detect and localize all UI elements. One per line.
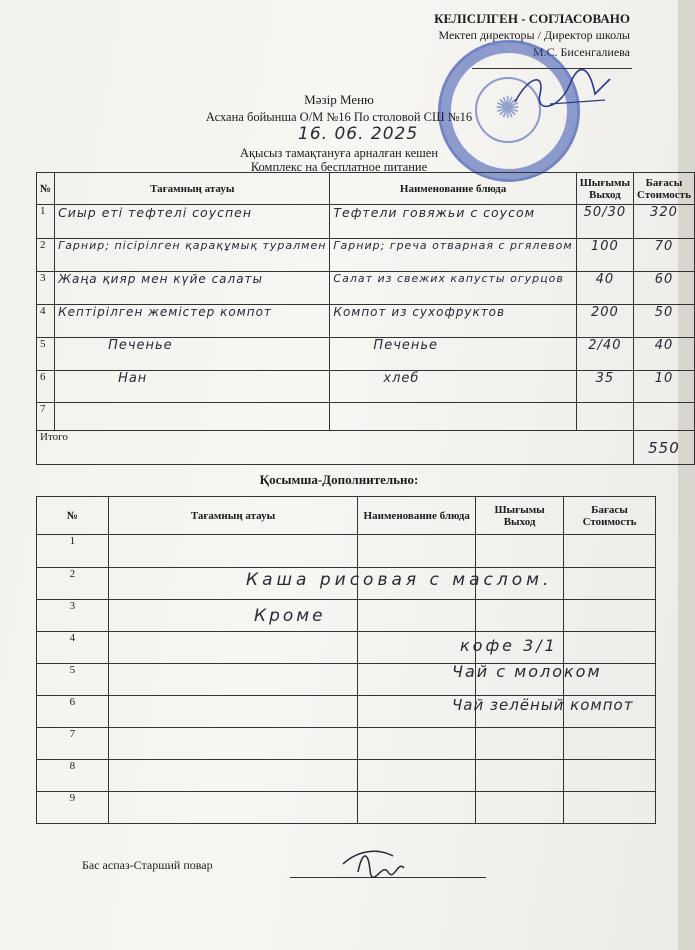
total-value bbox=[634, 431, 695, 465]
table-row bbox=[37, 728, 656, 760]
handwritten-note: Каша рисовая с маслом. bbox=[246, 570, 553, 590]
dish-name-ru-text: Компот из сухофруктов bbox=[333, 305, 506, 319]
dish-name-ru-text: Печенье bbox=[373, 338, 439, 353]
dish-name-kz-text: Печенье bbox=[108, 338, 173, 353]
table-row bbox=[37, 272, 695, 305]
dish-name-kz bbox=[55, 239, 330, 272]
dish-price bbox=[634, 239, 695, 272]
menu-title: Мәзір Меню bbox=[304, 92, 374, 107]
dish-name-kz-text: Нан bbox=[118, 371, 148, 386]
table-row bbox=[37, 403, 695, 431]
menu-date: 16. 06. 2025 bbox=[298, 124, 419, 144]
dish-output-text: 40 bbox=[595, 272, 615, 287]
approval-title: КЕЛІСІЛГЕН - СОГЛАСОВАНО bbox=[434, 11, 630, 26]
additional-table-header-row bbox=[37, 497, 656, 535]
handwritten-note: кофе 3/1 bbox=[460, 636, 558, 655]
dish-name-ru bbox=[330, 205, 576, 239]
dish-output-text: 2/40 bbox=[588, 338, 622, 353]
approval-name: М.С. Бисенгалиева bbox=[532, 45, 630, 59]
col-name-kz-header: Тағамның атауы bbox=[108, 497, 357, 535]
row-num: 1 bbox=[37, 205, 55, 239]
table-row bbox=[37, 371, 695, 403]
cell bbox=[564, 728, 656, 760]
dish-name-ru bbox=[330, 371, 576, 403]
chef-signature bbox=[338, 842, 408, 882]
dish-price-text: 320 bbox=[650, 205, 678, 220]
cell bbox=[108, 535, 357, 568]
cell bbox=[564, 535, 656, 568]
dish-price-text: 70 bbox=[654, 239, 674, 254]
total-label-text: Итого bbox=[40, 431, 68, 443]
row-num: 6 bbox=[37, 696, 109, 728]
cell bbox=[358, 792, 476, 824]
row-num: 4 bbox=[37, 305, 55, 338]
dish-output bbox=[576, 272, 633, 305]
additional-title: Қосымша-Дополнительно: bbox=[259, 472, 419, 487]
chef-label: Бас аспаз-Старший повар bbox=[82, 858, 213, 872]
col-num-header: № bbox=[37, 497, 109, 535]
row-num: 7 bbox=[37, 403, 55, 431]
cell bbox=[358, 728, 476, 760]
table-row bbox=[37, 632, 656, 664]
table-row bbox=[37, 305, 695, 338]
dish-output-text: 100 bbox=[590, 239, 619, 254]
row-num: 5 bbox=[37, 338, 55, 371]
cell bbox=[564, 600, 656, 632]
col-num-header: № bbox=[37, 173, 55, 205]
row-num: 5 bbox=[37, 664, 109, 696]
row-num: 2 bbox=[37, 239, 55, 272]
table-row bbox=[37, 792, 656, 824]
dish-price-text: 50 bbox=[654, 305, 674, 320]
dish-output bbox=[576, 403, 633, 431]
dish-name-kz bbox=[55, 371, 330, 403]
handwritten-note: Чай с молоком bbox=[452, 662, 602, 681]
total-row bbox=[37, 431, 695, 465]
cell bbox=[564, 760, 656, 792]
cell bbox=[108, 728, 357, 760]
row-num: 3 bbox=[37, 600, 109, 632]
dish-name-kz-text: Сиыр еті тефтелі соуспен bbox=[58, 205, 253, 220]
dish-price bbox=[634, 205, 695, 239]
cell bbox=[108, 696, 357, 728]
cell bbox=[476, 792, 564, 824]
cell bbox=[564, 792, 656, 824]
dish-name-ru bbox=[330, 403, 576, 431]
col-output-header: Шығымы Выход bbox=[476, 497, 564, 535]
cell bbox=[108, 664, 357, 696]
col-name-ru-header: Наименование блюда bbox=[358, 497, 476, 535]
cell bbox=[358, 600, 476, 632]
dish-output bbox=[576, 205, 633, 239]
cell bbox=[358, 760, 476, 792]
handwritten-note: Чай зелёный компот bbox=[452, 696, 634, 714]
dish-name-kz bbox=[55, 305, 330, 338]
additional-table bbox=[36, 496, 656, 824]
row-num: 1 bbox=[37, 535, 109, 568]
col-price-header: Бағасы Стоимость bbox=[634, 173, 695, 205]
dish-price bbox=[634, 371, 695, 403]
cell bbox=[108, 760, 357, 792]
table-row bbox=[37, 239, 695, 272]
approval-role: Мектеп директоры / Директор школы bbox=[438, 28, 630, 42]
dish-price bbox=[634, 272, 695, 305]
dish-name-kz bbox=[55, 272, 330, 305]
complex-ru: Комплекс на бесплатное питание bbox=[250, 160, 428, 174]
col-name-kz-header: Тағамның атауы bbox=[55, 173, 330, 205]
dish-name-kz bbox=[55, 403, 330, 431]
canteen-subtitle: Асхана бойынша О/М №16 По столовой СШ №16 bbox=[205, 110, 473, 124]
dish-name-ru bbox=[330, 305, 576, 338]
emblem-icon: ✺ bbox=[495, 91, 521, 126]
dish-output bbox=[576, 371, 633, 403]
cell bbox=[564, 632, 656, 664]
dish-name-kz-text: Жаңа қияр мен күйе салаты bbox=[58, 272, 264, 286]
dish-price bbox=[634, 338, 695, 371]
dish-output bbox=[576, 338, 633, 371]
row-num: 3 bbox=[37, 272, 55, 305]
complex-kz: Ақысыз тамақтануға арналған кешен bbox=[239, 146, 439, 160]
menu-table bbox=[36, 172, 695, 465]
row-num: 6 bbox=[37, 371, 55, 403]
cell bbox=[358, 632, 476, 664]
dish-name-ru bbox=[330, 239, 576, 272]
dish-price-text: 60 bbox=[654, 272, 674, 287]
dish-output-text: 50/30 bbox=[583, 205, 627, 220]
table-row bbox=[37, 535, 656, 568]
dish-name-ru bbox=[330, 338, 576, 371]
col-price-header: Бағасы Стоимость bbox=[564, 497, 656, 535]
cell bbox=[476, 535, 564, 568]
dish-name-kz bbox=[55, 205, 330, 239]
cell bbox=[108, 792, 357, 824]
dish-name-ru-text: Тефтели говяжьи с соусом bbox=[333, 205, 536, 220]
row-num: 2 bbox=[37, 568, 109, 600]
row-num: 7 bbox=[37, 728, 109, 760]
col-name-ru-header: Наименование блюда bbox=[330, 173, 576, 205]
col-output-header: Шығымы Выход bbox=[576, 173, 633, 205]
dish-output-text: 200 bbox=[590, 305, 619, 320]
dish-name-ru bbox=[330, 272, 576, 305]
dish-name-ru-text: Гарнир; греча отварная с ргялевом bbox=[333, 239, 573, 252]
row-num: 4 bbox=[37, 632, 109, 664]
handwritten-note: Кроме bbox=[254, 606, 326, 626]
dish-price bbox=[634, 305, 695, 338]
dish-price-text: 40 bbox=[654, 338, 674, 353]
cell bbox=[476, 728, 564, 760]
dish-output bbox=[576, 239, 633, 272]
dish-name-ru-text: Салат из свежих капусты огурцов bbox=[333, 272, 564, 285]
dish-name-kz-text: Гарнир; пісірілген қарақұмық туралмен bbox=[58, 239, 327, 252]
menu-table-header-row bbox=[37, 173, 695, 205]
cell bbox=[564, 568, 656, 600]
dish-output bbox=[576, 305, 633, 338]
table-row bbox=[37, 760, 656, 792]
dish-name-kz-text: Кептірілген жемістер компот bbox=[58, 305, 272, 319]
dish-price-text: 10 bbox=[654, 371, 674, 386]
dish-price bbox=[634, 403, 695, 431]
cell bbox=[358, 535, 476, 568]
table-row bbox=[37, 205, 695, 239]
table-row bbox=[37, 600, 656, 632]
cell bbox=[476, 600, 564, 632]
cell bbox=[108, 632, 357, 664]
dish-name-ru-text: хлеб bbox=[383, 371, 420, 386]
cell bbox=[476, 760, 564, 792]
total-value-text: 550 bbox=[648, 438, 680, 457]
dish-output-text: 35 bbox=[595, 371, 615, 386]
total-label bbox=[37, 431, 634, 465]
row-num: 8 bbox=[37, 760, 109, 792]
table-row bbox=[37, 338, 695, 371]
dish-name-kz bbox=[55, 338, 330, 371]
row-num: 9 bbox=[37, 792, 109, 824]
